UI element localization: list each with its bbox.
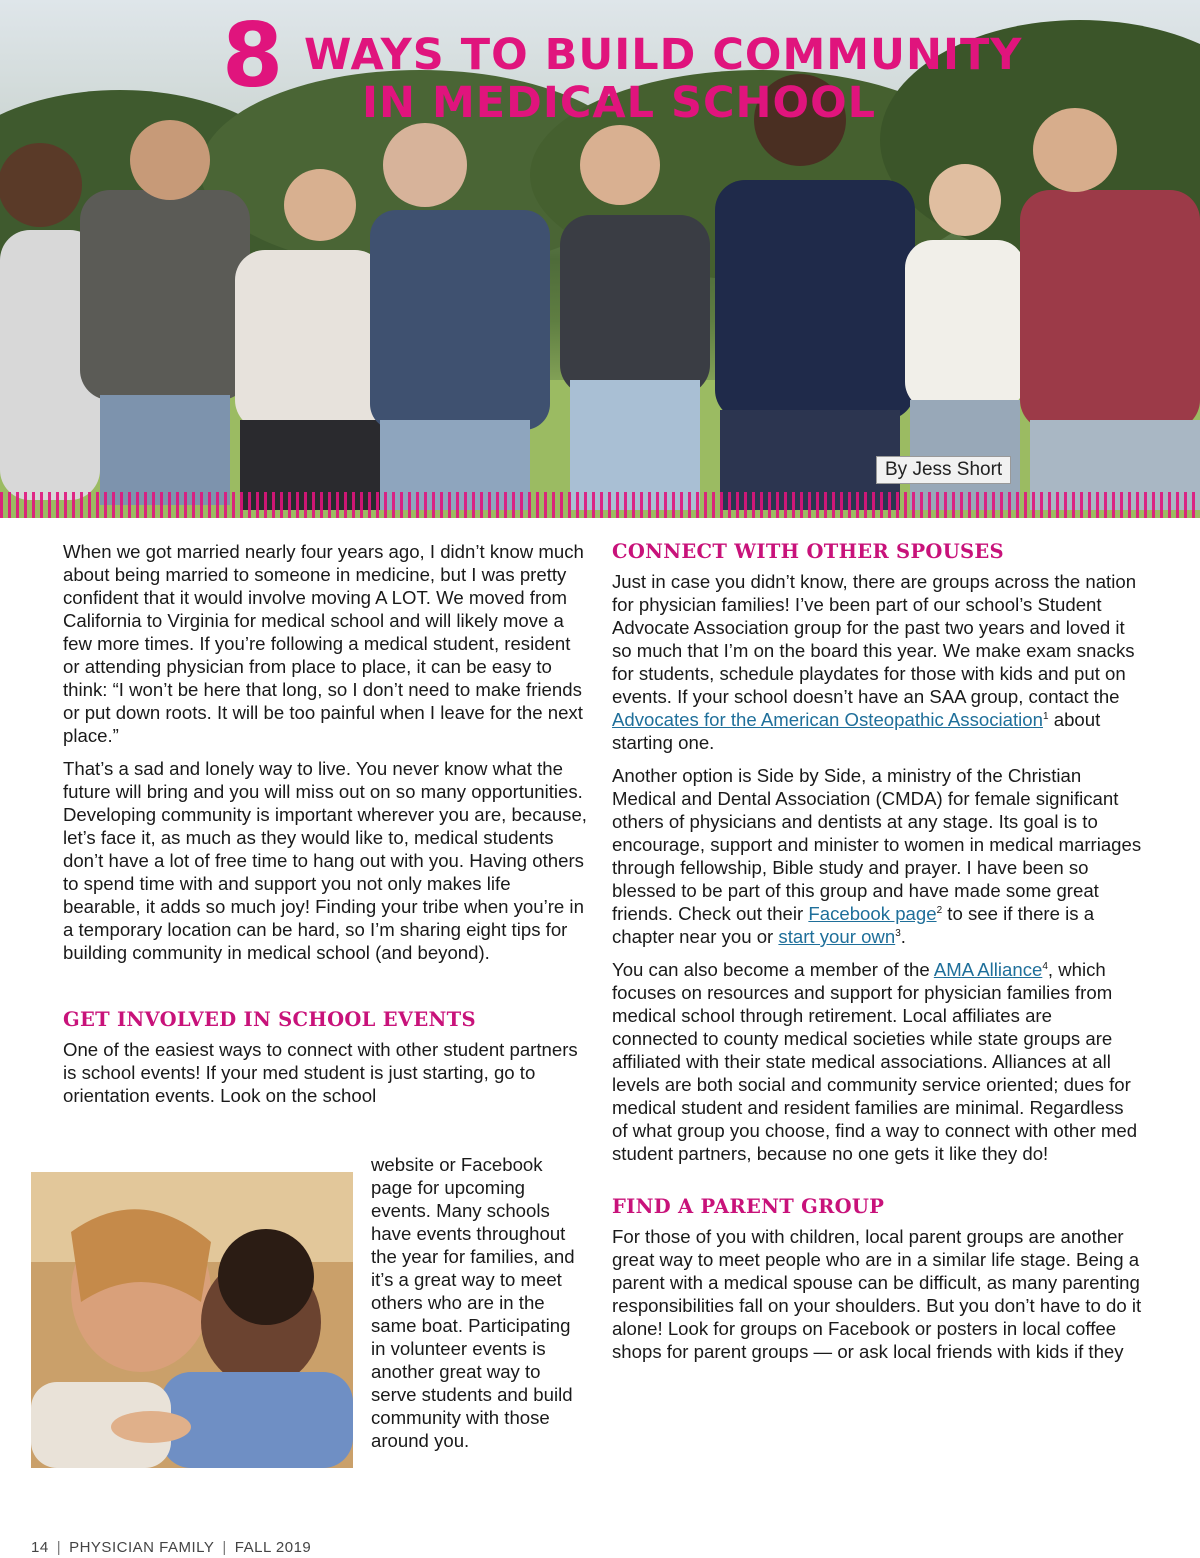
- title-number: 8: [222, 4, 284, 107]
- spouses-paragraph-2: Another option is Side by Side, a ministry of the Christian Medical and Dental Association (CMDA) for female significant others of physicians and dentists at any stage. Its goal is to encourage, support and minister to women in medical marriages through fellowship, Bible study and prayer. I have been so blessed to be part of this group and have made some great friends. Check out their Facebook page$^2$ to see if there is a chapter near you or start your own$^3$.: [612, 765, 1142, 947]
- issue-label: FALL 2019: [234, 1539, 312, 1556]
- byline: By Jess Short: [876, 456, 1011, 484]
- school-events-paragraph-float: website or Facebook page for upcoming events. Many schools have events throughout the year for families, and it’s a great way to meet others who are in the same boat. Participating in volunteer events is another great way to serve students and build community with those around you.: [371, 1154, 575, 1451]
- link-ama-alliance[interactable]: AMA Alliance: [933, 959, 1043, 980]
- intro-paragraph-1: When we got married nearly four years ago, I didn’t know much about being married to someone in medicine, but I was pretty confident that it would involve moving A LOT. We moved from California to Virginia for medical school and will likely move a few more times. If you’re following a medical student, resident or attending physician from place to place, it can be easy to think: “I won’t be here that long, so I don’t need to make friends or put down roots. It will be too painful when I leave for the next place.”: [63, 541, 584, 746]
- section-heading-school-events: GET INVOLVED IN SCHOOL EVENTS: [63, 1008, 476, 1031]
- right-column: [612, 540, 1142, 1373]
- decorative-stripe: [0, 492, 1200, 518]
- intro-paragraph-2: That’s a sad and lonely way to live. You never know what the future will bring and you will miss out on so many opportunities. Developing community is important wherever you are, because, let’s face it, as much as they would like to, medical students don’t have a lot of free time to hang out with you. Having others to spend time with and support you not only makes life bearable, it adds so much joy! Finding your tribe when you’re in a temporary location can be hard, so I’m sharing eight tips for building community in medical school (and beyond).: [63, 758, 587, 963]
- title-line-2: IN MEDICAL SCHOOL: [362, 78, 877, 128]
- photo-mother-and-child: [31, 1172, 353, 1468]
- link-advocates-aoa[interactable]: Advocates for the American Osteopathic Association: [612, 709, 1043, 730]
- left-column: [63, 540, 591, 1107]
- hero-banner: [0, 0, 1200, 518]
- link-start-your-own[interactable]: start your own: [778, 926, 896, 947]
- spouses-paragraph-3: You can also become a member of the AMA Alliance$^4$, which focuses on resources and support for physician families from medical school through retirement. Local affiliates are connected to county medical societies while state groups are affiliated with their state medical associations. Alliances at all levels are both social and community service oriented; dues for medical student and resident families are minimal. Regardless of what group you choose, find a way to connect with other med student partners, because no one gets it like they do!: [612, 959, 1138, 1164]
- spouses-paragraph-1: Just in case you didn’t know, there are groups across the nation for physician families! I’ve been part of our school’s Student Advocate Association group for the past two years and loved it so much that I’m on the board this year. We make exam snacks for students, schedule playdates for those with kids and put on events. If your school doesn’t have an SAA group, contact the Advocates for the American Osteopathic Association$^1$ about starting one.: [612, 571, 1137, 753]
- photo-illustration: [31, 1172, 353, 1468]
- parent-group-paragraph: For those of you with children, local parent groups are another great way to meet people who are in a similar life stage. Being a parent with a medical spouse can be difficult, as many parenting responsibilities fall on your shoulders. But you don’t have to do it alone! Look for groups on Facebook or posters in local coffee shops for parent groups — or ask local friends with kids if they: [612, 1226, 1142, 1362]
- article-title: [222, 4, 1023, 132]
- section-heading-parent-group: FIND A PARENT GROUP: [612, 1195, 885, 1218]
- page-number: 14: [31, 1539, 49, 1556]
- school-events-paragraph-top: One of the easiest ways to connect with other student partners is school events! If your med student is just starting, go to orientation events. Look on the school: [63, 1039, 578, 1106]
- publication-name: PHYSICIAN FAMILY: [69, 1539, 215, 1556]
- link-facebook-page[interactable]: Facebook page: [808, 903, 937, 924]
- section-heading-connect-spouses: CONNECT WITH OTHER SPOUSES: [612, 540, 1004, 563]
- title-line-1: WAYS TO BUILD COMMUNITY: [304, 30, 1023, 80]
- page-footer: 14 | PHYSICIAN FAMILY | FALL 2019: [31, 1539, 312, 1556]
